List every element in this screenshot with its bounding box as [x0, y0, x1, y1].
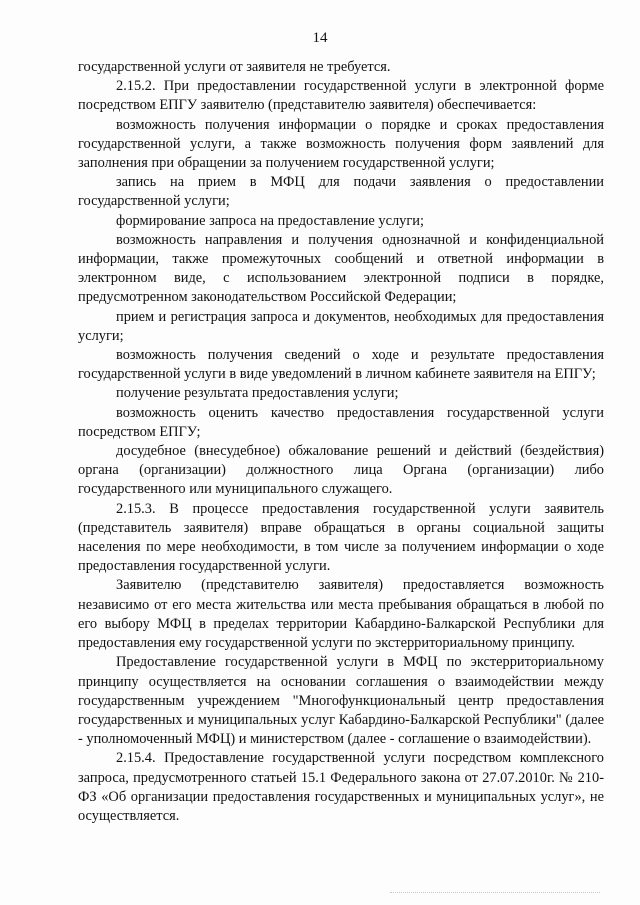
paragraph: возможность оценить качество предоставления государственной услуги посредством ЕПГУ;: [78, 404, 604, 440]
paragraph: досудебное (внесудебное) обжалование решений и действий (бездействия) органа (организации) должностного лица Органа (организации) либо государственного или муниципального служащего.: [78, 443, 604, 498]
paragraph: запись на прием в МФЦ для подачи заявления о предоставлении государственной услуги;: [78, 174, 604, 210]
paragraph: 2.15.2. При предоставлении государственной услуги в электронной форме посредством ЕПГУ заявителю (представителю заявителя) обеспечивается:: [78, 78, 604, 114]
paragraph: возможность направления и получения однозначной и конфиденциальной информации, также промежуточных сообщений и ответной информации в электронном виде, с использованием электронной подписи в порядке, предусмотренном законодательством Российской Федерации;: [78, 231, 604, 306]
scan-artifact: [390, 892, 600, 895]
paragraph: возможность получения сведений о ходе и результате предоставления государственной услуги в виде уведомлений в личном кабинете заявителя на ЕПГУ;: [78, 347, 604, 383]
paragraph: 2.15.3. В процессе предоставления государственной услуги заявитель (представитель заявителя) вправе обращаться в органы социальной защиты населения по мере необходимости, в том числе за получением информации о ходе предоставления государственной услуги.: [78, 500, 604, 575]
paragraph: возможность получения информации о порядке и сроках предоставления государственной услуги, а также возможность получения форм заявлений для заполнения при обращении за получением государственной услуги;: [78, 116, 604, 172]
paragraph: формирование запроса на предоставление услуги;: [116, 212, 424, 229]
page-number: 14: [312, 30, 328, 46]
paragraph: Предоставление государственной услуги в МФЦ по экстерриториальному принципу осуществляется на основании соглашения о взаимодействии между государственным учреждением "Многофункциональный центр предоставления государственных и муниципальных услуг Кабардино-Балкарской Республики" (далее - уполномоченный МФЦ) и министерством (далее - соглашение о взаимодействии).: [78, 654, 604, 748]
paragraph: прием и регистрация запроса и документов, необходимых для предоставления услуги;: [78, 308, 604, 344]
document-body: [78, 58, 604, 826]
paragraph: получение результата предоставления услуги;: [116, 385, 399, 402]
paragraph: Заявителю (представителю заявителя) предоставляется возможность независимо от его места жительства или места пребывания обращаться в любой по его выбору МФЦ в пределах территории Кабардино-Балкарской Республики для предоставления ему государственной услуги по экстерриториальному принципу.: [78, 577, 604, 652]
paragraph: 2.15.4. Предоставление государственной услуги посредством комплексного запроса, предусмотренного статьей 15.1 Федерального закона от 27.07.2010г. № 210-ФЗ «Об организации предоставления государственных и муниципальных услуг», не осуществляется.: [78, 750, 604, 824]
paragraph: государственной услуги от заявителя не требуется.: [78, 59, 391, 75]
